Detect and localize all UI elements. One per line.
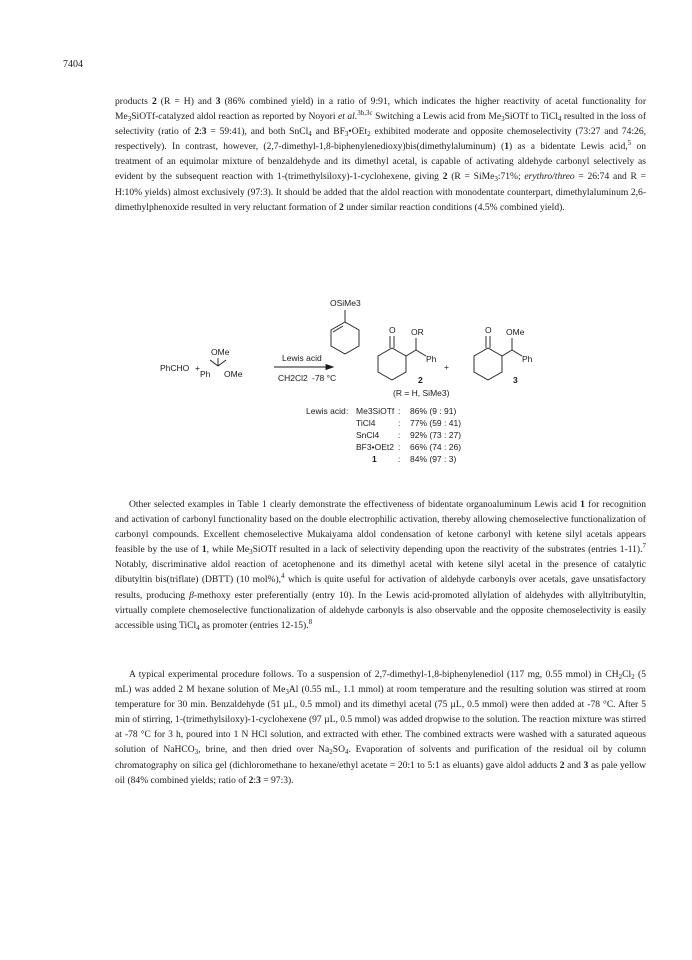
lewis-acid-row-acid: Me3SiOTf <box>356 406 395 416</box>
lewis-acid-row-result: 66% (74 : 26) <box>410 442 462 452</box>
enol-double-bond <box>333 326 343 332</box>
acetal-ph: Ph <box>200 369 211 379</box>
lewis-acid-row-result: 84% (97 : 3) <box>410 454 457 464</box>
lewis-acid-row-acid: 1 <box>372 454 377 464</box>
arrow-lewis-acid: Lewis acid <box>282 353 322 363</box>
arrow-solvent: CH2Cl2 <box>278 373 308 383</box>
product3-bond-1 <box>502 350 512 356</box>
acetal-ome-bottom: OMe <box>224 369 243 379</box>
acetal-bond-1 <box>210 360 218 366</box>
reaction-arrow-head <box>326 365 333 370</box>
product3-ph: Ph <box>522 354 533 364</box>
lewis-acid-row-acid: SnCl4 <box>356 430 380 440</box>
page-number: 7404 <box>63 59 83 70</box>
product2-oxygen: O <box>389 325 396 335</box>
plus-sign-2: + <box>444 362 449 372</box>
product3-bond-ph <box>512 350 522 356</box>
arrow-temperature: -78 °C <box>312 373 337 383</box>
product3-ring <box>474 348 502 380</box>
lewis-acid-table <box>356 406 461 464</box>
scheme-bonds <box>210 310 522 380</box>
reagent-osime3: OSiMe3 <box>330 298 361 308</box>
reaction-scheme <box>0 290 692 490</box>
lewis-acid-row-acid: BF3•OEt2 <box>356 442 394 452</box>
r-definition: (R = H, SiMe3) <box>393 388 450 398</box>
lewis-acid-colon: : <box>346 406 349 416</box>
lewis-acid-row-colon: : <box>398 418 401 428</box>
product3-label: 3 <box>513 375 518 385</box>
lewis-acid-row-colon: : <box>398 442 401 452</box>
product2-bond-1 <box>406 350 416 356</box>
lewis-acid-row-colon: : <box>398 406 401 416</box>
cyclohexene-ring <box>331 322 359 354</box>
plus-sign-1: + <box>195 363 200 373</box>
acetal-bond-2 <box>218 360 226 366</box>
product2-or: OR <box>411 327 424 337</box>
product3-ome: OMe <box>506 327 525 337</box>
lewis-acid-row-colon: : <box>398 430 401 440</box>
lewis-acid-row-acid: TiCl4 <box>356 418 376 428</box>
product2-ring <box>378 348 406 380</box>
lewis-acid-header: Lewis acid <box>306 406 346 416</box>
paragraph-discussion: Other selected examples in Table 1 clearly demonstrate the effectiveness of bidentate organoaluminum Lewis acid 1 for recognition and activation of carbonyl functionality based on the double electrophilic activation, thereby allowing chemoselective functionalization of carbonyl compounds. Excellent chemoselective Mukaiyama aldol condensation of ketone carbonyl with ketene silyl acetals appears feasible by the use of 1, while $Me_3SiOTf$ resulted in a lack of selectivity depending upon the reactivity of the substrates (entries 1-11).$^7$ Notably, discriminative aldol reaction of acetophenone and its dimethyl acetal with ketene silyl acetal in the presence of catalytic dibutyltin bis(triflate) (DBTT) (10 mol%),$^4$ which is quite useful for activation of aldehyde carbonyls over acetals, gave unsatisfactory results, producing β-methoxy ester preferentially (entry 10). In the Lewis acid-promoted allylation of aldehydes with allyltributyltin, virtually complete chemoselective functionalization of aldehyde carbonyls is also observable and the opposite chemoselectivity is easily accessible using TiCl$_4$ as promoter (entries 12-15).$^8$ <box>115 499 647 632</box>
product3-oxygen: O <box>485 325 492 335</box>
benzaldehyde-label: PhCHO <box>160 363 190 373</box>
paragraph-results: products 2 (R = H) and 3 (86% combined yield) in a ratio of 9:91, which indicates the higher reactivity of acetal functionality for $Me_3SiOTf$-catalyzed aldol reaction as reported by Noyori et al.$^{3b,3c}$ Switching a Lewis acid from $Me_3SiOTf$ to TiCl$_4$ resulted in the loss of selectivity (ratio of 2:3 = 59:41), and both SnCl$_4$ and $BF_3•OEt_2$ exhibited moderate and opposite chemoselectivity (73:27 and 74:26, respectively). In contrast, however, (2,7-dimethyl-1,8-biphenylenedioxy)bis(dimethylaluminum) (1) as a bidentate Lewis acid,$^5$ on treatment of an equimolar mixture of benzaldehyde and its dimethyl acetal, is capable of activating aldehyde carbonyl selectively as evident by the subsequent reaction with 1-(trimethylsiloxy)-1-cyclohexene, giving 2 (R = SiMe$_3$:71%; erythro/threo = 26:74 and R = H:10% yields) almost exclusively (97:3). It should be added that the aldol reaction with monodentate counterpart, dimethylaluminum 2,6-dimethylphenoxide resulted in very reluctant formation of 2 under similar reaction conditions (4.5% combined yield). <box>115 96 647 213</box>
product2-label: 2 <box>418 375 423 385</box>
acetal-ome-top: OMe <box>211 347 230 357</box>
lewis-acid-row-colon: : <box>398 454 401 464</box>
lewis-acid-row-result: 86% (9 : 91) <box>410 406 457 416</box>
lewis-acid-row-result: 77% (59 : 41) <box>410 418 462 428</box>
product2-ph: Ph <box>426 354 437 364</box>
product2-bond-ph <box>416 350 426 356</box>
paragraph-procedure: A typical experimental procedure follows. To a suspension of 2,7-dimethyl-1,8-biphenylenediol (117 mg, 0.55 mmol) in $CH_2Cl_2$ (5 mL) was added 2 M hexane solution of $Me_3Al$ (0.55 mL, 1.1 mmol) at room temperature and the resulting solution was stirred at room temperature for 30 min. Benzaldehyde (51 µL, 0.5 mmol) and its dimethyl acetal (75 µL, 0.5 mmol) were then added at -78 °C. After 5 min of stirring, 1-(trimethylsiloxy)-1-cyclohexene (97 µL, 0.5 mmol) was added dropwise to the solution. The reaction mixture was stirred at -78 °C for 3 h, poured into 1 N HCl solution, and extracted with ether. The combined extracts were washed with a saturated aqueous solution of NaHCO$_3$, brine, and then dried over $Na_2SO_4$. Evaporation of solvents and purification of the residual oil by column chromatography on silica gel (dichloromethane to hexane/ethyl acetate = 20:1 to 5:1 as eluants) gave aldol adducts 2 and 3 as pale yellow oil (84% combined yields; ratio of 2:3 = 97:3). <box>115 669 647 786</box>
lewis-acid-row-result: 92% (73 : 27) <box>410 430 462 440</box>
